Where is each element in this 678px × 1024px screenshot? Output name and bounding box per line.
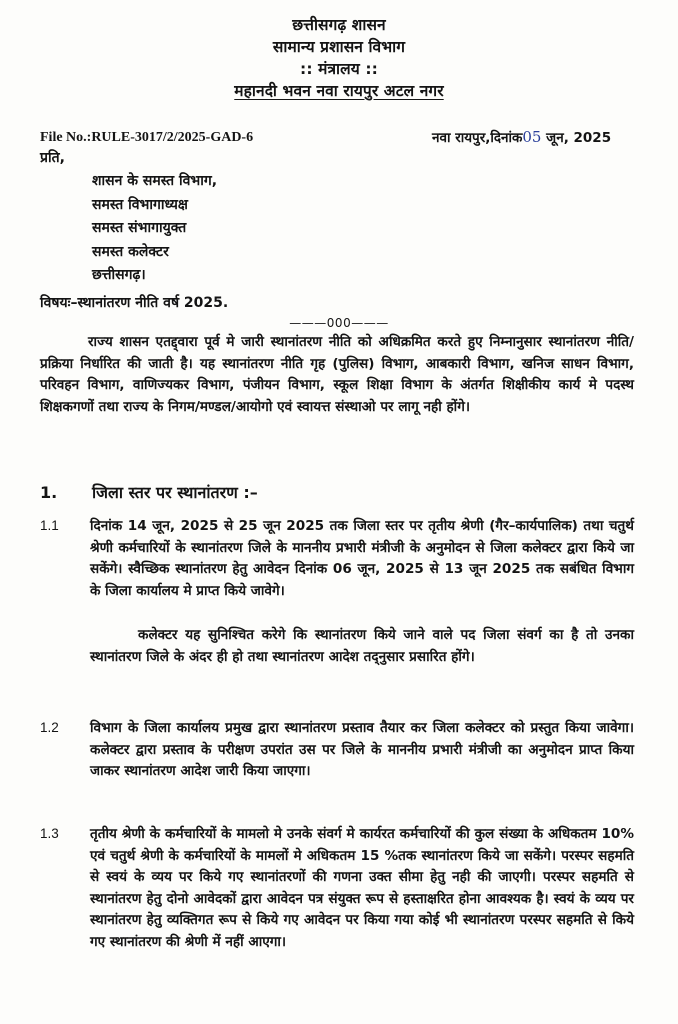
recipient-item: शासन के समस्त विभाग, xyxy=(92,173,218,189)
intro-paragraph: राज्य शासन एतद्द्वारा पूर्व मे जारी स्थानांतरण नीति को अधिक्रमित करते हुए निम्नानुसार स्थानांतरण नीति/प्रक्रिया निर्धारित की जाती है। यह स्थानांतरण नीति गृह (पुलिस) विभाग, आबकारी विभाग, खनिज साधन विभाग, परिवहन विभाग, वाणिज्यकर विभाग, पंजीयन विभाग, स्कूल शिक्षा विभाग के अंतर्गत शिक्षीकीय कार्य मे पदस्थ शिक्षकगणों तथा राज्य के निगम/मण्डल/आयोगो एवं स्वायत्त संस्थाओ पर लागू नही होंगे। xyxy=(40,334,634,415)
clause-paragraph: तृतीय श्रेणी के कर्मचारियों के मामलो मे उनके संवर्ग मे कार्यरत कर्मचारियों की कुल संख्या के अधिकतम 10% एवं चतुर्थ श्रेणी के कर्मचारियों के मामलों मे अधिकतम 15 %तक स्थानांतरण किये जा सकेंगे। परस्पर सहमति से स्वयं के व्यय पर किये गए स्थानांतरणों की गणना उक्त सीमा हेतु नही की जाएगी। परस्पर सहमति से स्थानांतरण हेतु दोनो आवेदकों द्वारा आवेदन पत्र संयुक्त रूप से हस्ताक्षरित होना आवश्यक है। स्वयं के व्यय पर स्थानांतरण हेतु व्यक्तिगत रूप से किये गए आवेदन पर किया गया कोई भी स्थानांतरण परस्पर सहमति से किये गए स्थानांतरण की श्रेणी में नहीं आएगा। xyxy=(90,826,634,950)
clause-number: 1.3 xyxy=(40,826,59,841)
recipient-item: समस्त कलेक्टर xyxy=(92,243,169,260)
clause-paragraph: विभाग के जिला कार्यालय प्रमुख द्वारा स्थानांतरण प्रस्ताव तैयार कर जिला कलेक्टर को प्रस्तुत किया जावेगा। कलेक्टर द्वारा प्रस्ताव के परीक्षण उपरांत उस पर जिले के माननीय प्रभारी मंत्रीजी का अनुमोदन प्राप्त किया जाकर स्थानांतरण आदेश जारी किया जाएगा। xyxy=(90,720,634,780)
clause-paragraph-continued: कलेक्टर यह सुनिश्चित करेगे कि स्थानांतरण किये जाने वाले पद जिला संवर्ग का है तो उनका स्थानांतरण जिले के अंदर ही हो तथा स्थानांतरण आदेश तद्नुसार प्रसारित होंगे। xyxy=(90,627,634,665)
recipient-item: समस्त संभागायुक्त xyxy=(92,220,187,236)
date-suffix: जून, 2025 xyxy=(541,130,612,146)
separator: ———000——— xyxy=(289,316,389,330)
clause-number: 1.1 xyxy=(40,518,59,533)
office-address: महानदी भवन नवा रायपुर अटल नगर xyxy=(234,82,444,100)
clause-number: 1.2 xyxy=(40,720,59,735)
recipient-item: समस्त विभागाध्यक्ष xyxy=(92,196,188,213)
section-title: जिला स्तर पर स्थानांतरण :– xyxy=(92,483,258,502)
section-number: 1. xyxy=(40,483,58,502)
date-day-handwritten: 05 xyxy=(522,128,542,146)
letterhead xyxy=(0,14,678,102)
subject-line: विषयः–स्थानांतरण नीति वर्ष 2025. xyxy=(40,295,229,311)
clause-paragraph: दिनांक 14 जून, 2025 से 25 जून 2025 तक जिला स्तर पर तृतीय श्रेणी (गैर–कार्यपालिक) तथा चतुर्थ श्रेणी कर्मचारियों के स्थानांतरण जिले के माननीय प्रभारी मंत्रीजी के अनुमोदन से जिला कलेक्टर द्वारा किये जा सकेंगे। स्वैच्छिक स्थानांतरण हेतु आवेदन दिनांक 06 जून, 2025 से 13 जून 2025 तक सबंधित विभाग के जिला कार्यालय मे प्राप्त किये जावेगे। xyxy=(90,518,634,599)
letter-date xyxy=(432,128,611,147)
ministry-name: :: मंत्रालय :: xyxy=(300,60,378,78)
addressee-salutation: प्रति, xyxy=(40,150,65,166)
government-name: छत्तीसगढ़ शासन xyxy=(292,16,386,34)
section-heading xyxy=(40,482,640,504)
recipient-list xyxy=(92,170,217,288)
file-number: File No.:RULE-3017/2/2025-GAD-6 xyxy=(40,130,254,145)
file-date-line xyxy=(40,128,640,147)
department-name: सामान्य प्रशासन विभाग xyxy=(272,38,406,56)
date-prefix: नवा रायपुर,दिनांक xyxy=(432,130,523,146)
recipient-item: छत्तीसगढ़। xyxy=(92,267,146,283)
